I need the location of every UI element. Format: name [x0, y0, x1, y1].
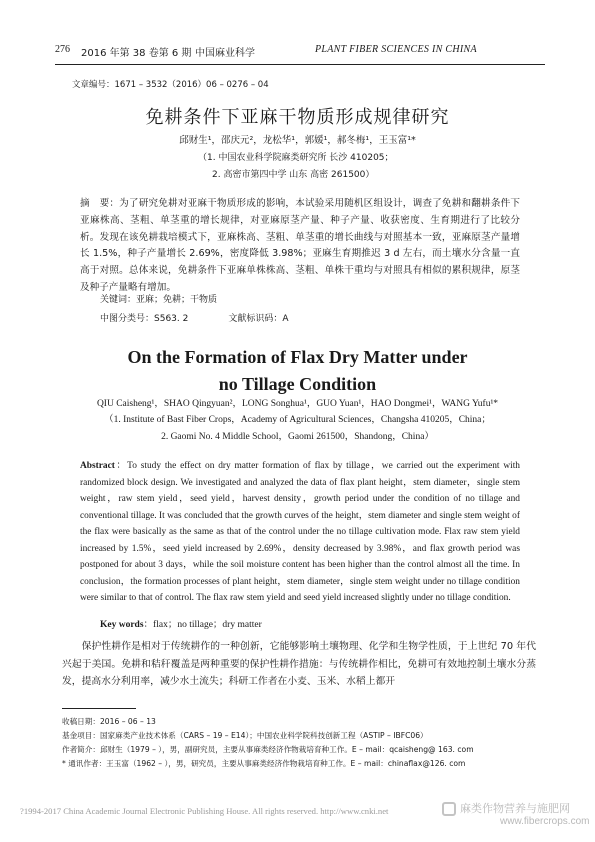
english-title-line-2: no Tillage Condition	[218, 374, 377, 394]
footnote-rule	[62, 708, 136, 709]
clc-number: 中图分类号：S563. 2	[100, 314, 189, 324]
english-affiliation-2: 2. Gaomi No. 4 Middle School，Gaomi 261500，Shandong，China）	[161, 432, 434, 442]
watermark-logo-icon	[442, 802, 456, 816]
header-rule	[55, 64, 545, 65]
english-title	[0, 344, 595, 398]
chinese-authors: 邱财生¹，邵庆元²，龙松华¹，郭媛¹，郝冬梅¹，王玉富¹*	[179, 135, 416, 146]
watermark	[440, 798, 590, 830]
journal-name-en: PLANT FIBER SCIENCES IN CHINA	[315, 44, 477, 55]
abstract-label: Abstract	[80, 461, 115, 471]
footnote-corresponding-author: * 通讯作者：王玉富（1962 – ），男，研究员，主要从事麻类经济作物栽培育种工作。E – mail：chinaflax@126. com	[62, 759, 466, 768]
chinese-affiliation-1: （1. 中国农业科学院麻类研究所 长沙 410205；	[198, 153, 394, 163]
abstract-text: ：To study the effect on dry matter formation of flax by tillage，we carried out the experiment with randomized block design. We investigated and analyzed the data of flax plant height，stem diameter，single stem weight，raw stem yield，seed yield，harvest density，growth period under the condition of no tillage and conventional tillage. It was concluded that the growth curves of the height，stem diameter and single stem weight of the flax were basically as the same as that of the control under the no tillage cultivation mode. Flax raw stem yield increased by 1.5%，seed yield increased by 2.69%，density decreased by 3.98%，and flax growth period was postponed for about 3 days，while the soil moisture content has been higher than the control almost all the time. In conclusion，the formation processes of plant height，stem diameter，single stem weight under no tillage condition were similar to that of control. The flax raw stem yield and seed yield increased slightly under no tillage condition.	[80, 461, 520, 603]
english-keywords	[100, 616, 262, 630]
keywords-text: ：flax；no tillage；dry matter	[143, 620, 262, 630]
watermark-url: www.fibercrops.com	[500, 816, 590, 827]
english-abstract	[80, 458, 520, 607]
english-title-line-1: On the Formation of Flax Dry Matter under	[127, 347, 468, 367]
english-authors: QIU Caisheng¹，SHAO Qingyuan²，LONG Songhua¹，GUO Yuan¹，HAO Dongmei¹，WANG Yufu¹*	[96, 399, 499, 409]
body-paragraph: 保护性耕作是相对于传统耕作的一种创新，它能够影响土壤物理、化学和生物学性质，于上世纪 70 年代兴起于美国。免耕和秸秆覆盖是两种重要的保护性耕作措施：与传统耕作相比，免耕可有效地控制土壤水分蒸发，提高水分利用率，减少水土流失；科研工作者在小麦、玉米、水稻上都开	[62, 641, 536, 687]
footnote-received: 收稿日期：2016 – 06 – 13	[62, 717, 156, 726]
watermark-text: 麻类作物营养与施肥网	[460, 802, 570, 815]
classification-line	[100, 311, 289, 324]
footnote-fund: 基金项目：国家麻类产业技术体系（CARS – 19 – E14）；中国农业科学院科技创新工程（ASTIP – IBFC06）	[62, 731, 428, 740]
page-number: 276	[55, 44, 70, 55]
english-affiliation-1: （1. Institute of Bast Fiber Crops，Academy of Agricultural Sciences，Changsha 410205，China；	[104, 415, 491, 425]
chinese-keywords: 关键词：亚麻；免耕；干物质	[100, 295, 218, 305]
chinese-title: 免耕条件下亚麻干物质形成规律研究	[145, 107, 450, 128]
document-code: 文献标识码：A	[228, 314, 289, 324]
article-number: 文章编号：1671 – 3532（2016）06 – 0276 – 04	[72, 80, 269, 90]
journal-name-cn: 中国麻业科学	[195, 48, 255, 59]
footnote-first-author: 作者简介：邱财生（1979 – ），男，副研究员，主要从事麻类经济作物栽培育种工作。E – mail：qcaisheng@ 163. com	[62, 745, 474, 754]
chinese-affiliation-2: 2. 高密市第四中学 山东 高密 261500）	[212, 170, 375, 180]
keywords-label: Key words	[100, 620, 144, 630]
copyright-footer: ?1994-2017 China Academic Journal Electronic Publishing House. All rights reserved. http://www.cnki.net	[20, 806, 389, 816]
chinese-abstract: 摘 要：为了研究免耕对亚麻干物质形成的影响，本试验采用随机区组设计，调查了免耕和翻耕条件下亚麻株高、茎粗、单茎重的增长规律，对亚麻原茎产量、种子产量、收获密度、生育期进行了比较分析。发现在该免耕栽培模式下，亚麻株高、茎粗、单茎重的增长曲线与对照基本一致，亚麻原茎产量增长 1.5%，种子产量增长 2.69%，密度降低 3.98%；亚麻生育期推迟 3 d 左右，而土壤水分含量一直高于对照。总体来说，免耕条件下亚麻单株株高、茎粗、单株干重均与对照具有相似的累积规律，原茎及种子产量略有增加。	[80, 198, 520, 293]
journal-issue: 2016 年第 38 卷第 6 期	[81, 48, 192, 59]
running-header	[55, 44, 545, 62]
